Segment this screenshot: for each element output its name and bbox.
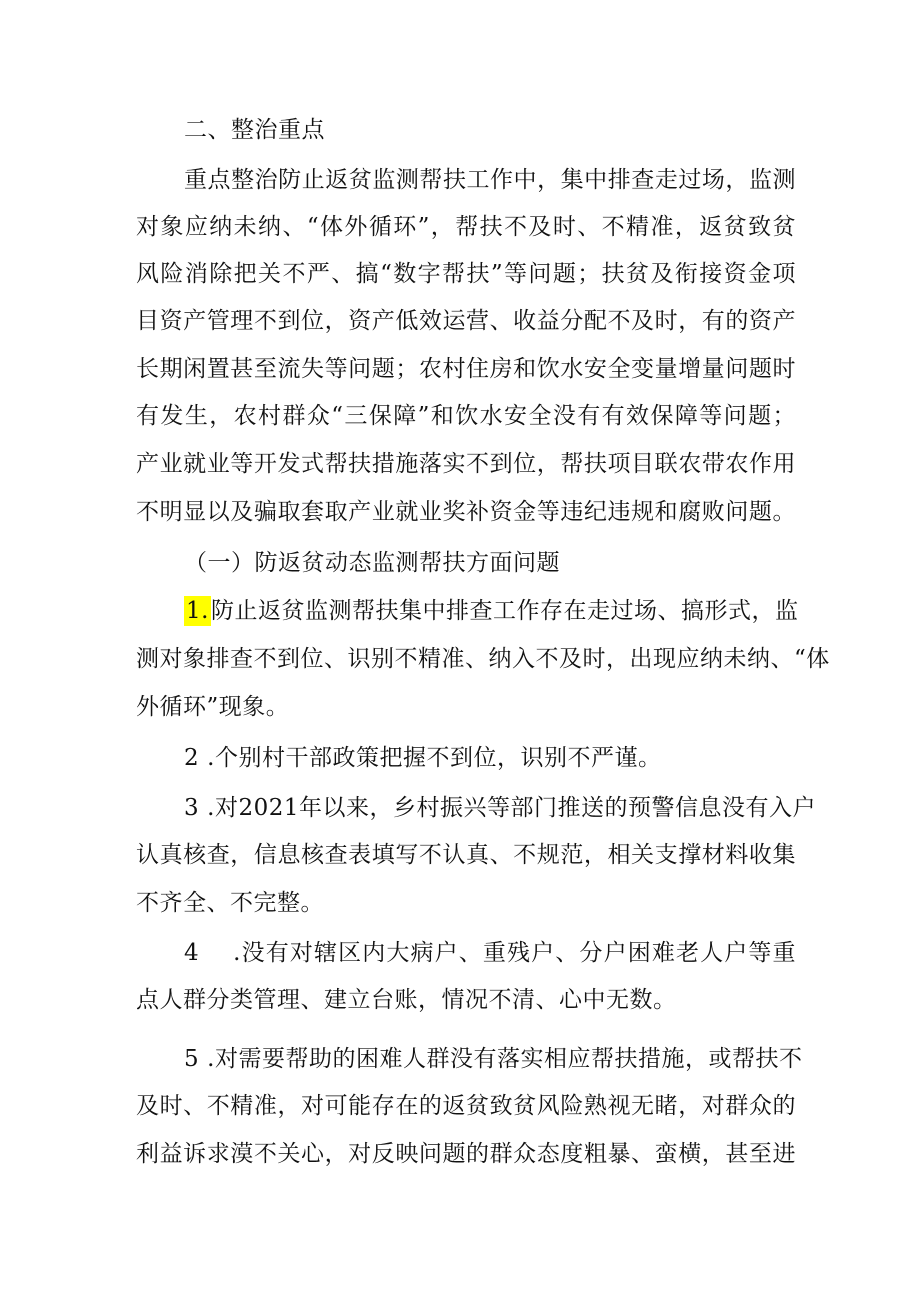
- intro-line: 风险消除把关不严、搞“数字帮扶”等问题；扶贫及衔接资金项: [136, 261, 796, 287]
- list-item-line: 点人群分类管理、建立台账，情况不清、心中无数。: [136, 987, 677, 1013]
- intro-line: 有发生，农村群众“三保障”和饮水安全没有有效保障等问题；: [136, 403, 796, 429]
- list-item-line: 外循环”现象。: [136, 694, 290, 720]
- list-item-first-line: [184, 1044, 803, 1074]
- item-text: .个别村干部政策把握不到位，识别不严谨。: [207, 745, 662, 771]
- item-number: 2: [184, 745, 200, 771]
- item-number-highlighted: 1.: [186, 598, 209, 624]
- item-text: .对需要帮助的困难人群没有落实相应帮扶措施，或帮扶不: [207, 1046, 803, 1072]
- list-item-line: 认真核查，信息核查表填写不认真、不规范，相关支撑材料收集: [136, 842, 796, 868]
- list-item-line: 测对象排查不到位、识别不精准、纳入不及时，出现应纳未纳、“体: [136, 646, 830, 672]
- item-number: 4: [184, 940, 200, 966]
- subsection-title: （一）防返贫动态监测帮扶方面问题: [184, 550, 560, 576]
- intro-line: 不明显以及骗取套取产业就业奖补资金等违纪违规和腐败问题。: [136, 499, 796, 525]
- list-item-line: 及时、不精准，对可能存在的返贫致贫风险熟视无睹，对群众的: [136, 1093, 796, 1119]
- list-item-first-line: [184, 793, 816, 823]
- intro-line: 对象应纳未纳、“体外循环”，帮扶不及时、不精准，返贫致贫: [136, 214, 796, 240]
- item-number: 5: [184, 1046, 200, 1072]
- item-text: .没有对辖区内大病户、重残户、分户困难老人户等重: [233, 940, 796, 966]
- list-item-line: 不齐全、不完整。: [136, 890, 324, 916]
- item-number: 3: [184, 795, 200, 821]
- intro-line: 长期闲置甚至流失等问题；农村住房和饮水安全变量增量问题时: [136, 356, 796, 382]
- intro-line: 重点整治防止返贫监测帮扶工作中，集中排查走过场，监测: [184, 167, 796, 193]
- intro-line: 目资产管理不到位，资产低效运营、收益分配不及时，有的资产: [136, 308, 796, 334]
- list-item-first-line: [184, 596, 799, 626]
- section-title: 二、整治重点: [184, 117, 325, 143]
- item-text: .对2021年以来，乡村振兴等部门推送的预警信息没有入户: [207, 795, 816, 821]
- item-text: 防止返贫监测帮扶集中排查工作存在走过场、搞形式，监: [210, 598, 799, 624]
- list-item-first-line: [184, 743, 796, 773]
- intro-line: 产业就业等开发式帮扶措施落实不到位，帮扶项目联农带农作用: [136, 451, 796, 477]
- list-item-first-line: [184, 938, 796, 968]
- list-item-line: 利益诉求漠不关心，对反映问题的群众态度粗暴、蛮横，甚至进: [136, 1141, 796, 1167]
